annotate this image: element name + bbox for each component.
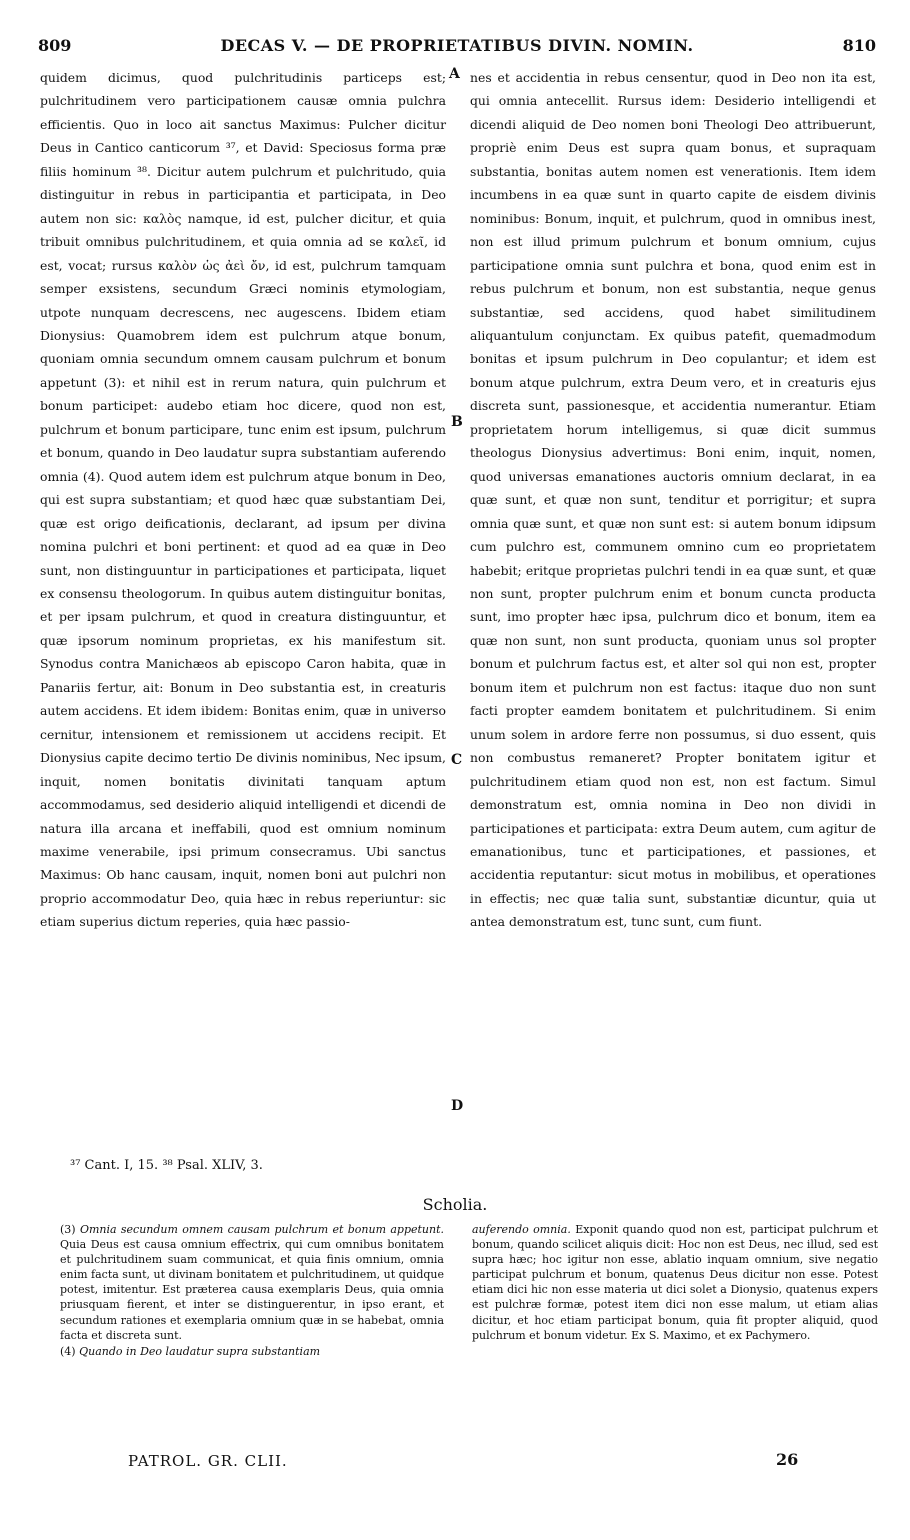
scholia-3-text: Quia Deus est causa omnium effectrix, qui cum omnibus bonitatem et pulchritudinem suam communicat, et quia finis omnium, omnia enim facta sunt, ut divinam bonitatem et pulchritudinem, ut quidque potest, imitentur. Est præterea causa exemplaris Deus, quia omnia priusquam fierent, et inter se distinguerentur, in ipso erant, et secundum rationes et exemplaria omnium quæ in se habebat, omnia facta et discreta sunt. bbox=[60, 1238, 444, 1342]
scholia-3-lemma: Omnia secundum omnem causam pulchrum et bonum appetunt. bbox=[79, 1223, 444, 1236]
column-right bbox=[470, 66, 876, 934]
column-left bbox=[40, 66, 446, 934]
scholia-3-number: (3) bbox=[60, 1223, 76, 1236]
scholia-column-right bbox=[472, 1222, 878, 1344]
scholia-4-text: Exponit quando quod non est, participat pulchrum et bonum, quando scilicet aliquis dicit: Hoc non est Deus, nec illud, sed est supra hæc; hoc igitur non esse, ablatio inquam omnium, sive negatio participat pulchrum et bonum, quatenus Deus dicitur non esse. Potest etiam dici hic non esse materia ut dici solet a Dionysio, quatenus expers est pulchræ formæ, potest item dici non esse malum, ut etiam alias dicitur, et hoc etiam participat bonum, quia fit propter aliquid, quod pulchrum et bonum videtur. Ex S. Maximo, et ex Pachymero. bbox=[472, 1223, 879, 1342]
footnotes: ³⁷ Cant. I, 15. ³⁸ Psal. XLIV, 3. bbox=[70, 1158, 263, 1173]
scholia-4-number: (4) bbox=[60, 1344, 76, 1358]
scholia-note-4-continued bbox=[472, 1222, 878, 1343]
column-number-left: 809 bbox=[38, 36, 72, 55]
volume-signature: PATROL. GR. CLII. bbox=[128, 1452, 288, 1470]
running-header bbox=[38, 36, 876, 58]
scholia-column-left bbox=[60, 1222, 444, 1360]
scholia-4-lemma-continued: auferendo omnia. bbox=[472, 1223, 571, 1236]
section-marker-a: A bbox=[449, 66, 460, 82]
scholia-note-3 bbox=[60, 1222, 444, 1343]
column-right-text: nes et accidentia in rebus censentur, quod in Deo non ita est, qui omnia antecellit. Rursus idem: Desiderio intelligendi et dicendi aliquid de Deo nomen boni Theologi Deo attribuerunt, propriè enim Deus est supra quam bonus, et supraquam substantia, bonitas autem nomen est venerationis. Item idem incumbens in ea quæ sunt in quarto capite de eisdem divinis nominibus: Bonum, inquit, et pulchrum, quod in omnibus inest, non est illud primum pulchrum et bonum omnium, cujus participatione omnia sunt pulchra et bona, quod enim est in rebus pulchrum et bonum, non est substantia, neque genus substantiæ, sed accidens, quod habet similitudinem aliquantulum conjunctam. Ex quibus patefit, quemadmodum bonitas et ipsum pulchrum in Deo copulantur; et idem est bonum atque pulchrum, extra Deum vero, et in creaturis ejus discreta sunt, passionesque, et accidentia numerantur. Etiam proprietatem horum intelligemus, si quæ dicit summus theologus Dionysius advertimus: Boni enim, inquit, nomen, quod universas emanationes auctoris omnium declarat, in ea quæ sunt, et quæ non sunt, tenditur et porrigitur; et supra omnia quæ sunt, et quæ non sunt est: si autem bonum idipsum cum pulchro est, communem omnino cum eo proprietatem habebit; eritque proprietas pulchri tendi in ea quæ sunt, et quæ non sunt, propter pulchrum enim et bonum cuncta producta sunt, imo propter hæc ipsa, pulchrum dico et bonum, item ea quæ non sunt, non sunt producta, quoniam unus sol propter bonum et pulchrum factus est, et alter sol qui non est, propter bonum item et pulchrum non est factus: itaque duo non sunt facti propter eamdem bonitatem et pulchritudinem. Si enim unum solem in ardore ferre non possumus, si duo essent, quis non combustus remaneret? Propter bonitatem igitur et pulchritudinem etiam quod non est, non est factum. Simul demonstratum est, omnia nomina in Deo non dividi in participationes et participata: extra Deum autem, cum agitur de emanationibus, tunc et participationes, et passiones, et accidentia reputantur: sicut motus in mobilibus, et operationes in effectis; nec quæ talia sunt, substantiæ dicuntur, quia ut antea demonstratum est, tunc sunt, cum fiunt. bbox=[470, 70, 876, 930]
scholia-heading: Scholia. bbox=[422, 1195, 488, 1214]
scholia-note-4 bbox=[60, 1344, 444, 1359]
column-number-right: 810 bbox=[842, 36, 876, 55]
section-marker-d: D bbox=[451, 1098, 464, 1114]
quire-number: 26 bbox=[776, 1450, 799, 1469]
column-left-text: quidem dicimus, quod pulchritudinis particeps est; pulchritudinem vero participationem causæ omnia pulchra efficientis. Quo in loco ait sanctus Maximus: Pulcher dicitur Deus in Cantico canticorum ³⁷, et David: Speciosus forma præ filiis hominum ³⁸. Dicitur autem pulchrum et pulchritudo, quia distinguitur in rebus in participantia et participata, in Deo autem non sic: καλὸς namque, id est, pulcher dicitur, et quia tribuit omnibus pulchritudinem, et quia omnia ad se καλεῖ, id est, vocat; rursus καλὸν ὡς ἀεὶ ὄν, id est, pulchrum tamquam semper exsistens, secundum Græci nominis etymologiam, utpote nunquam decrescens, nec augescens. Ibidem etiam Dionysius: Quamobrem idem est pulchrum atque bonum, quoniam omnia secundum omnem causam pulchrum et bonum appetunt (3): et nihil est in rerum natura, quin pulchrum et bonum participet: audebo etiam hoc dicere, quod non est, pulchrum et bonum participare, tunc enim est ipsum, pulchrum et bonum, quando in Deo laudatur supra substantiam auferendo omnia (4). Quod autem idem est pulchrum atque bonum in Deo, qui est supra substantiam; et quod hæc quæ substantiam Dei, quæ est origo deificationis, declarant, ad ipsum per divina nomina pulchri et boni pertinent: et quod ad ea quæ in Deo sunt, non distinguuntur in participationes et participata, liquet ex consensu theologorum. In quibus autem distinguitur bonitas, et per ipsam pulchrum, et quod in creatura distinguuntur, et quæ ipsorum nominum proprietas, ex his manifestum sit. Synodus contra Manichæos ab episcopo Caron habita, quæ in Panariis fertur, ait: Bonum in Deo substantia est, in creaturis autem accidens. Et idem ibidem: Bonitas enim, quæ in universo cernitur, intensionem et remissionem ut accidens recipit. Et Dionysius capite decimo tertio De divinis nominibus, Nec ipsum, inquit, nomen bonitatis divinitati tanquam aptum accommodamus, sed desiderio aliquid intelligendi et dicendi de natura illa arcana et ineffabili, quod est omnium nominum maxime venerabile, ipsi primum consecramus. Ubi sanctus Maximus: Ob hanc causam, inquit, nomen boni aut pulchri non proprio accommodatur Deo, quia hæc in rebus reperiuntur: sic etiam superius dictum reperies, quia hæc passio- bbox=[40, 70, 446, 930]
scholia-4-lemma: Quando in Deo laudatur supra substantiam bbox=[79, 1344, 321, 1358]
section-marker-b: B bbox=[451, 414, 463, 430]
running-title: DECAS V. — DE PROPRIETATIBUS DIVIN. NOMIN. bbox=[220, 36, 694, 55]
section-marker-c: C bbox=[451, 752, 463, 768]
